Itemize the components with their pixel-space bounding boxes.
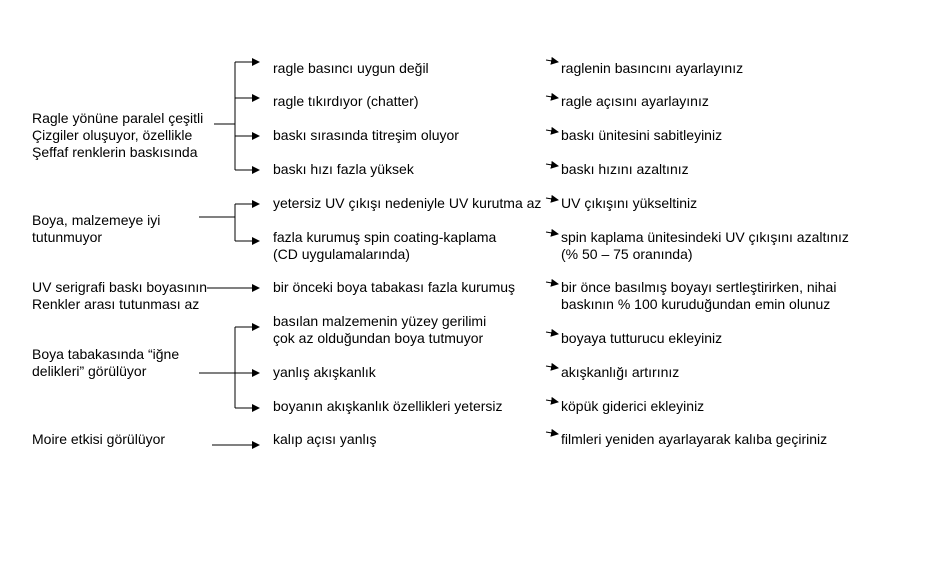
solution-3-1-line-2: baskının % 100 kuruduğundan emin olunuz (561, 296, 831, 312)
cause-4-3: boyanın akışkanlık özellikleri yetersiz (273, 398, 503, 414)
sol-arrow-4 (546, 164, 558, 166)
cause-2-2 (273, 229, 496, 263)
solution-3-1-line-1: bir önce basılmış boyayı sertleştirirken, nihai (561, 279, 837, 295)
problem-1-line-3: Şeffaf renklerin baskısında (32, 144, 198, 160)
problem-1-line-1: Ragle yönüne paralel çeşitli (32, 110, 204, 126)
problem-3-line-1: UV serigrafi baskı boyasının (32, 279, 208, 295)
cause-4-1-line-1: basılan malzemenin yüzey gerilimi (273, 313, 487, 329)
cause-2-1: yetersiz UV çıkışı nedeniyle UV kurutma az (273, 195, 542, 211)
solution-5-1: filmleri yeniden ayarlayarak kalıba geçiriniz (561, 431, 828, 447)
solution-2-2 (561, 229, 849, 263)
cause-1-3: baskı sırasında titreşim oluyor (273, 127, 459, 143)
problem-3-line-2: Renkler arası tutunması az (32, 296, 200, 312)
problem-4-line-1: Boya tabakasında “iğne (32, 346, 180, 362)
solution-1-3: baskı ünitesini sabitleyiniz (561, 127, 723, 143)
cause-2-2-line-1: fazla kurumuş spin coating-kaplama (273, 229, 497, 245)
sol-arrow-7 (546, 282, 558, 284)
solution-1-2: ragle açısını ayarlayınız (561, 93, 709, 109)
sol-arrow-2 (546, 96, 558, 98)
solution-4-1: boyaya tutturucu ekleyiniz (561, 330, 723, 346)
cause-4-2: yanlış akışkanlık (273, 364, 376, 380)
cause-4-1-line-2: çok az olduğundan boya tutmuyor (273, 330, 484, 346)
solution-1-4: baskı hızını azaltınız (561, 161, 689, 177)
solution-2-1: UV çıkışını yükseltiniz (561, 195, 698, 211)
cause-2-2-line-2: (CD uygulamalarında) (273, 246, 410, 262)
problem-3 (32, 279, 207, 313)
sol-arrow-8 (546, 332, 558, 334)
solution-3-1 (561, 279, 836, 313)
cause-5-1: kalıp açısı yanlış (273, 431, 377, 447)
cause-1-4: baskı hızı fazla yüksek (273, 161, 414, 177)
problem-2-line-1: Boya, malzemeye iyi (32, 212, 161, 228)
sol-arrow-1 (546, 60, 558, 62)
problem-1 (32, 110, 203, 161)
sol-arrow-6 (546, 232, 558, 234)
sol-arrow-9 (546, 366, 558, 368)
problem-2 (32, 212, 160, 246)
sol-arrow-10 (546, 400, 558, 402)
solution-2-2-line-2: (% 50 – 75 oranında) (561, 246, 693, 262)
problem-5: Moire etkisi görülüyor (32, 431, 166, 447)
cause-1-2: ragle tıkırdıyor (chatter) (273, 93, 419, 109)
solution-1-1: raglenin basıncını ayarlayınız (561, 60, 744, 76)
sol-arrow-5 (546, 198, 558, 200)
sol-arrow-3 (546, 130, 558, 132)
problem-4-line-2: delikleri” görülüyor (32, 363, 147, 379)
cause-4-1 (273, 313, 486, 347)
solution-2-2-line-1: spin kaplama ünitesindeki UV çıkışını azaltınız (561, 229, 849, 245)
solution-4-3: köpük giderici ekleyiniz (561, 398, 705, 414)
sol-arrow-11 (546, 432, 558, 434)
cause-1-1: ragle basıncı uygun değil (273, 60, 429, 76)
problem-1-line-2: Çizgiler oluşuyor, özellikle (32, 127, 193, 143)
problem-4 (32, 346, 179, 380)
cause-3-1: bir önceki boya tabakası fazla kurumuş (273, 279, 516, 295)
solution-4-2: akışkanlığı artırınız (561, 364, 680, 380)
problem-2-line-2: tutunmuyor (32, 229, 103, 245)
